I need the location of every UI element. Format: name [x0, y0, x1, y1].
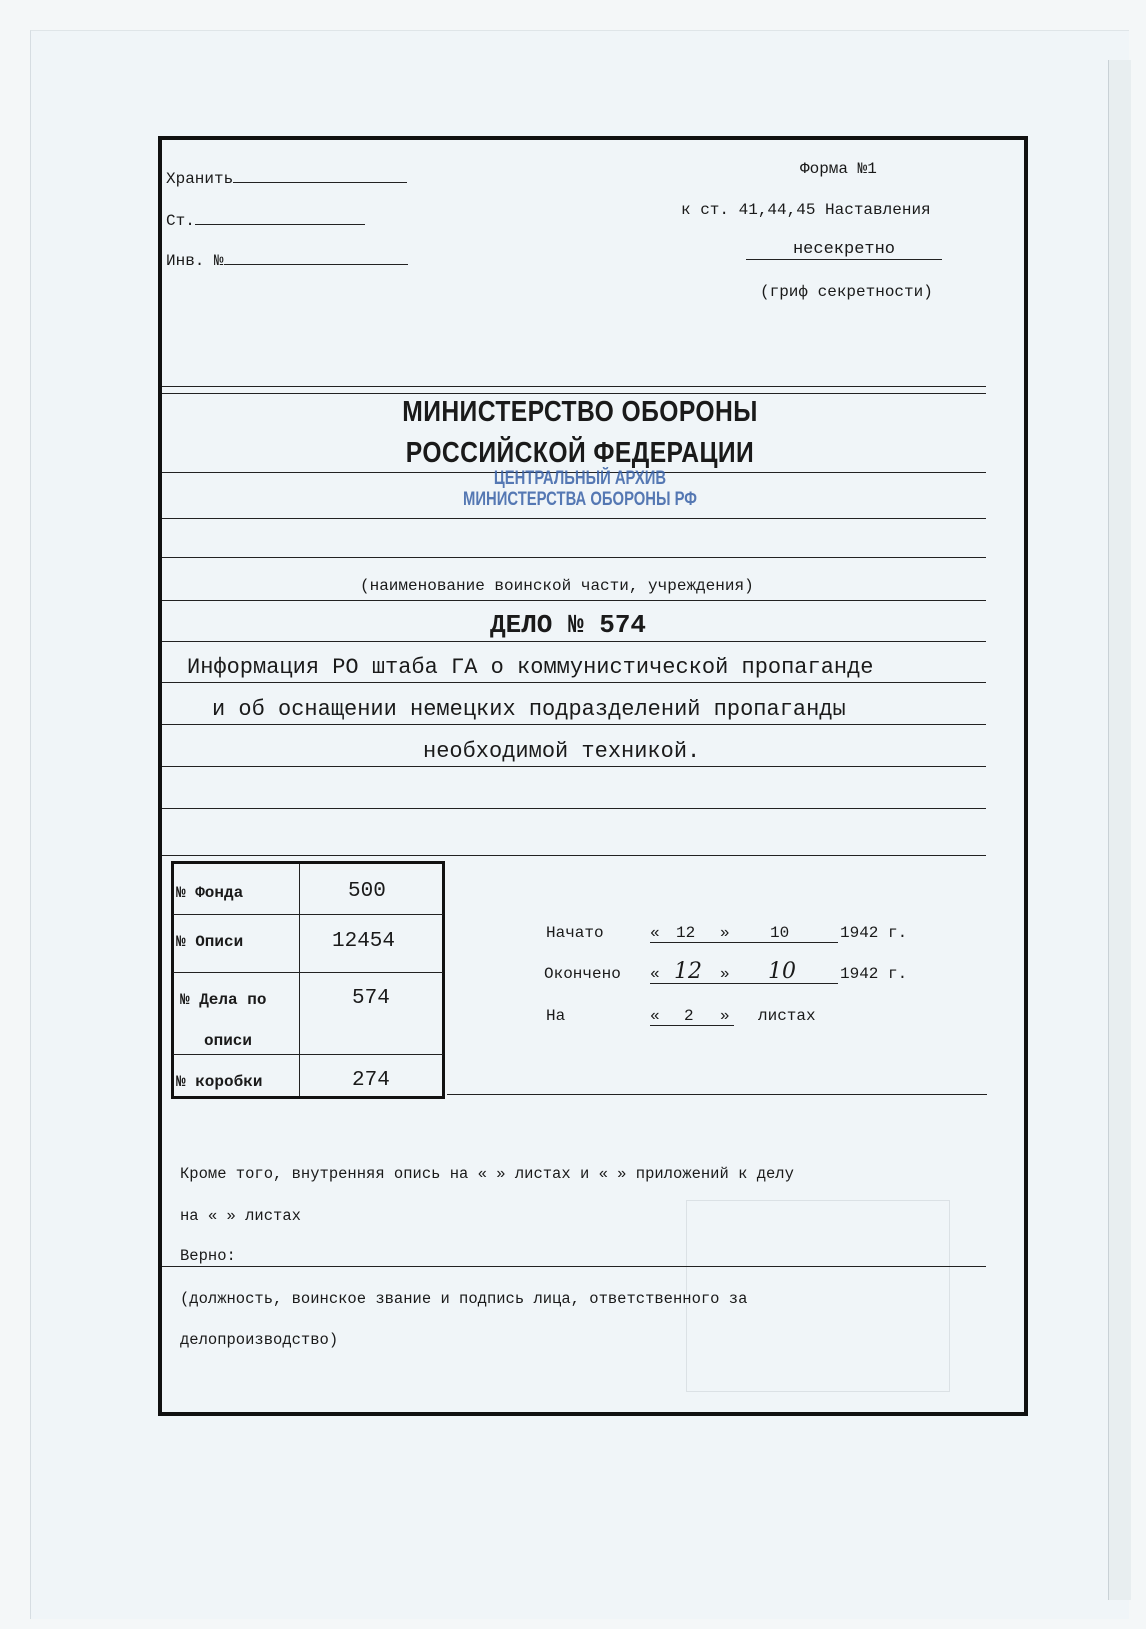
archive-stamp-line-2: МИНИСТЕРСТВА ОБОРОНЫ РФ	[463, 489, 697, 510]
ended-date	[650, 959, 838, 984]
rule-line	[162, 641, 986, 642]
rule-line	[162, 766, 986, 767]
case-description-line-3: необходимой техникой.	[423, 739, 701, 764]
khranit-field	[166, 164, 407, 188]
ministry-line-2: РОССИЙСКОЙ ФЕДЕРАЦИИ	[405, 437, 755, 469]
rule-line	[162, 1266, 986, 1267]
khranit-label: Хранить	[166, 170, 234, 188]
classification: несекретно	[746, 240, 942, 260]
delo-value: 574	[352, 987, 390, 1010]
paper-edge	[1108, 60, 1131, 1600]
sheets-count-field	[650, 1007, 734, 1026]
delo-label-line-1: № Дела по	[180, 991, 267, 1009]
archive-stamp-line-1: ЦЕНТРАЛЬНЫЙ АРХИВ	[493, 468, 667, 489]
table-row-divider	[173, 972, 443, 973]
st-label: Ст.	[166, 212, 195, 230]
inventory-line-2: на « » листах	[180, 1207, 301, 1225]
signature-caption-line-1: (должность, воинское звание и подпись лица, ответственного за	[180, 1290, 748, 1308]
rule-line	[162, 724, 986, 725]
started-date	[650, 924, 838, 943]
inventory-line: Кроме того, внутренняя опись на « » листах и « » приложений к делу	[180, 1165, 794, 1183]
started-open-quote: «	[650, 924, 660, 942]
opis-value: 12454	[332, 930, 396, 953]
unit-caption: (наименование воинской части, учреждения)	[360, 577, 754, 595]
sheets-close-quote: »	[720, 1007, 730, 1025]
sheets-unit: листах	[758, 1007, 816, 1025]
st-field	[166, 206, 365, 230]
started-month: 10	[770, 924, 790, 942]
ended-year: 1942 г.	[840, 965, 908, 983]
sheets-open-quote: «	[650, 1007, 660, 1025]
case-title: ДЕЛО № 574	[490, 610, 647, 640]
inv-blank	[224, 246, 408, 265]
verno-label: Верно:	[180, 1247, 236, 1265]
rule-line	[162, 386, 986, 387]
sheets-label: На	[546, 1007, 566, 1025]
rule-line	[162, 855, 986, 856]
ministry-line-1: МИНИСТЕРСТВО ОБОРОНЫ	[402, 396, 758, 428]
rule-line	[447, 1094, 987, 1095]
signature-caption-line-2: делопроизводство)	[180, 1331, 339, 1349]
rule-line	[162, 808, 986, 809]
fond-label: № Фонда	[176, 884, 244, 902]
classification-caption: (гриф секретности)	[760, 283, 933, 301]
started-label: Начато	[546, 924, 604, 942]
case-description-line-1: Информация РО штаба ГА о коммунистической пропаганде	[187, 655, 874, 680]
ended-month-handwritten: 10	[768, 959, 796, 984]
rule-line	[162, 682, 986, 683]
inv-field	[166, 246, 408, 270]
st-blank	[195, 206, 365, 225]
started-close-quote: »	[720, 924, 730, 942]
opis-label: № Описи	[176, 933, 244, 951]
rule-line	[162, 518, 986, 519]
korobka-label: № коробки	[176, 1073, 263, 1091]
table-divider	[299, 864, 300, 1096]
sheets-count: 2	[684, 1007, 694, 1025]
ended-open-quote: «	[650, 965, 660, 983]
korobka-value: 274	[352, 1069, 390, 1092]
started-day: 12	[676, 924, 696, 942]
delo-label-line-2: описи	[204, 1032, 253, 1050]
rule-line	[162, 600, 986, 601]
fond-value: 500	[348, 880, 386, 903]
ended-day-handwritten: 12	[674, 959, 702, 984]
form-label: Форма №1	[800, 160, 877, 178]
rule-line	[162, 557, 986, 558]
form-reference: к ст. 41,44,45 Наставления	[681, 201, 931, 219]
inv-label: Инв. №	[166, 252, 224, 270]
table-row-divider	[173, 914, 443, 915]
case-description-line-2: и об оснащении немецких подразделений пропаганды	[212, 697, 846, 722]
table-row-divider	[173, 1054, 443, 1055]
ended-close-quote: »	[720, 965, 730, 983]
started-year: 1942 г.	[840, 924, 908, 942]
khranit-blank	[233, 164, 407, 183]
ended-label: Окончено	[544, 965, 621, 983]
rule-line	[162, 393, 986, 394]
